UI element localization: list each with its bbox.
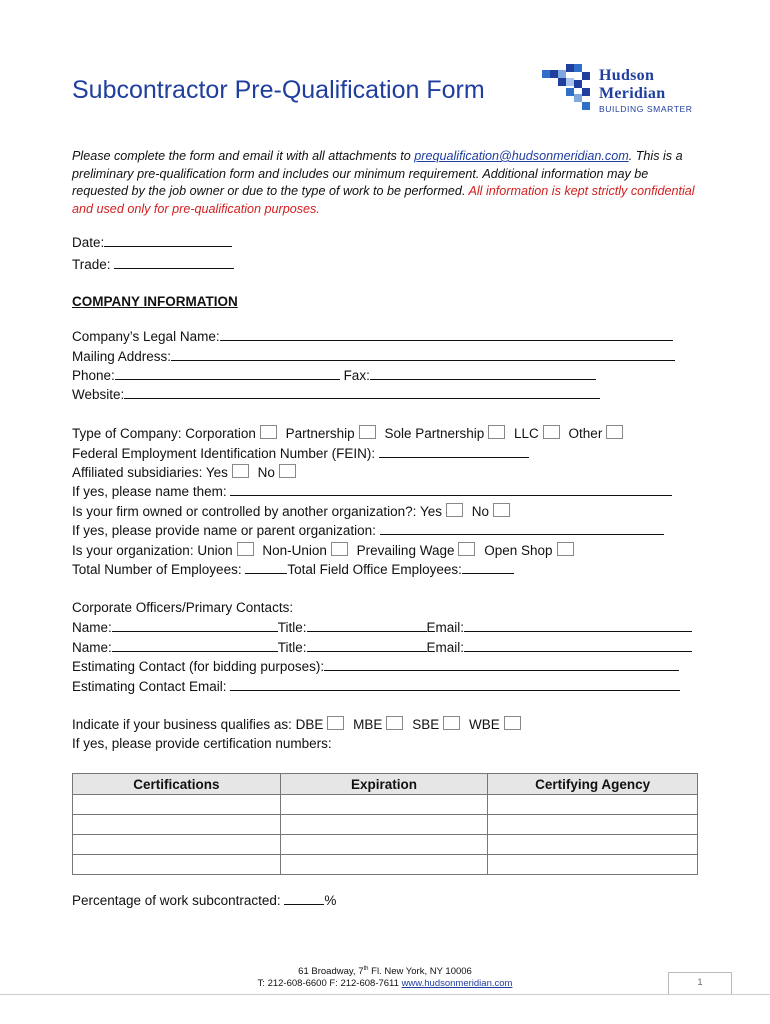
qualifies-row (72, 716, 526, 733)
affiliated-label: Affiliated subsidiaries: Yes (72, 465, 228, 480)
table-cell[interactable] (73, 855, 281, 875)
subsidiary-names-field[interactable] (230, 483, 672, 496)
fein-label: Federal Employment Identification Number (FEIN): (72, 446, 376, 461)
corporation-checkbox[interactable] (260, 425, 277, 439)
table-row (73, 815, 698, 835)
parent-org-row (72, 522, 664, 539)
open-shop-checkbox[interactable] (557, 542, 574, 556)
trade-field[interactable] (114, 256, 234, 269)
trade-row (72, 256, 234, 273)
officer-title-field[interactable] (307, 639, 427, 652)
estimating-email-row (72, 678, 680, 695)
officer-name-label: Name: (72, 640, 112, 655)
union-label: Is your organization: Union (72, 543, 233, 558)
intro-text-1: Please complete the form and email it with all attachments to (72, 149, 415, 163)
dbe-checkbox[interactable] (327, 716, 344, 730)
parent-org-label: If yes, please provide name or parent organization: (72, 523, 376, 538)
affiliated-row (72, 464, 301, 481)
table-cell[interactable] (488, 795, 698, 815)
fax-label: Fax: (343, 368, 370, 383)
footer-address-b: Fl. New York, NY 10006 (368, 966, 472, 978)
logo-tagline: BUILDING SMARTER (599, 104, 693, 114)
owned-row (72, 503, 515, 520)
table-cell[interactable] (73, 795, 281, 815)
fein-row (72, 445, 529, 462)
other-checkbox[interactable] (606, 425, 623, 439)
certifications-table (72, 773, 698, 875)
table-cell[interactable] (280, 795, 488, 815)
field-office-field[interactable] (462, 561, 514, 574)
field-office-label: Total Field Office Employees: (287, 562, 462, 577)
officer-name-field[interactable] (112, 639, 278, 652)
phone-field[interactable] (115, 367, 340, 380)
footer-phones: T: 212-608-6600 F: 212-608-7611 (257, 978, 402, 989)
intro-text-2: . This is a preliminary pre-qualification form and includes our minimum requirement. Additional information may be requested by the job owner or due to the type of work to be performed. (72, 149, 683, 198)
sbe-label: SBE (412, 717, 440, 732)
trade-label: Trade: (72, 257, 115, 272)
expiration-header: Expiration (280, 774, 488, 795)
non-union-checkbox[interactable] (331, 542, 348, 556)
footer-address (0, 966, 770, 977)
legal-name-field[interactable] (220, 328, 673, 341)
prevailing-wage-checkbox[interactable] (458, 542, 475, 556)
cert-note: If yes, please provide certification numbers: (72, 736, 332, 751)
estimating-email-field[interactable] (230, 678, 680, 691)
non-union-label: Non-Union (262, 543, 327, 558)
partnership-label: Partnership (285, 426, 355, 441)
sole-partnership-checkbox[interactable] (488, 425, 505, 439)
sbe-checkbox[interactable] (443, 716, 460, 730)
phone-label: Phone: (72, 368, 115, 383)
wbe-label: WBE (468, 717, 500, 732)
logo-squares-icon (540, 62, 596, 114)
parent-org-field[interactable] (380, 522, 664, 535)
owned-no-checkbox[interactable] (493, 503, 510, 517)
mailing-row (72, 348, 675, 365)
officer-email-label: Email: (426, 640, 465, 655)
logo-name-line1: Hudson (599, 67, 655, 84)
percentage-row (72, 892, 336, 909)
fein-field[interactable] (379, 445, 529, 458)
table-cell[interactable] (488, 835, 698, 855)
fax-field[interactable] (370, 367, 596, 380)
table-cell[interactable] (488, 855, 698, 875)
footer-website-link[interactable]: www.hudsonmeridian.com (401, 978, 513, 989)
officer-name-label: Name: (72, 620, 112, 635)
officer-title-label: Title: (277, 620, 307, 635)
mbe-checkbox[interactable] (386, 716, 403, 730)
confidential-note: All information is kept strictly confidential and used only for pre-qualification purposes. (72, 184, 695, 216)
certifications-header: Certifications (73, 774, 281, 795)
union-checkbox[interactable] (237, 542, 254, 556)
owned-no-label: No (471, 504, 489, 519)
table-header-row (73, 774, 698, 795)
percentage-label: Percentage of work subcontracted: (72, 893, 281, 908)
company-info-heading: COMPANY INFORMATION (72, 294, 238, 309)
open-shop-label: Open Shop (484, 543, 553, 558)
prevailing-wage-label: Prevailing Wage (356, 543, 455, 558)
table-cell[interactable] (73, 815, 281, 835)
officer-email-field[interactable] (464, 619, 692, 632)
mailing-label: Mailing Address: (72, 349, 172, 364)
officer-title-label: Title: (277, 640, 307, 655)
percentage-unit: % (324, 893, 337, 908)
officer-row (72, 619, 692, 636)
date-field[interactable] (104, 234, 232, 247)
page-title: Subcontractor Pre-Qualification Form (72, 76, 485, 104)
company-type-row (72, 425, 628, 442)
owned-yes-checkbox[interactable] (446, 503, 463, 517)
affiliated-no-label: No (257, 465, 275, 480)
affiliated-yes-checkbox[interactable] (232, 464, 249, 478)
llc-label: LLC (514, 426, 539, 441)
footer-divider (0, 994, 770, 995)
mailing-field[interactable] (171, 348, 675, 361)
certifying-agency-header: Certifying Agency (488, 774, 698, 795)
footer-address-a: 61 Broadway, 7 (298, 966, 364, 978)
estimating-email-label: Estimating Contact Email: (72, 679, 227, 694)
officers-heading: Corporate Officers/Primary Contacts: (72, 600, 294, 615)
estimating-contact-label: Estimating Contact (for bidding purposes): (72, 659, 325, 674)
total-employees-label: Total Number of Employees: (72, 562, 242, 577)
legal-name-label: Company’s Legal Name: (72, 329, 220, 344)
officer-email-field[interactable] (464, 639, 692, 652)
subsidiary-names-row (72, 483, 672, 500)
partnership-checkbox[interactable] (359, 425, 376, 439)
table-row (73, 795, 698, 815)
wbe-checkbox[interactable] (504, 716, 521, 730)
table-cell[interactable] (73, 835, 281, 855)
table-cell[interactable] (280, 835, 488, 855)
subsidiary-names-label: If yes, please name them: (72, 484, 227, 499)
legal-name-row (72, 328, 673, 345)
date-label: Date: (72, 235, 105, 250)
llc-checkbox[interactable] (543, 425, 560, 439)
dbe-label: Indicate if your business qualifies as: DBE (72, 717, 324, 732)
table-row (73, 855, 698, 875)
officer-title-field[interactable] (307, 619, 427, 632)
intro-paragraph (72, 148, 697, 218)
company-logo (540, 62, 596, 114)
table-row (73, 835, 698, 855)
officer-name-field[interactable] (112, 619, 278, 632)
website-field[interactable] (124, 386, 600, 399)
company-type-label: Type of Company: Corporation (72, 426, 256, 441)
table-cell[interactable] (280, 855, 488, 875)
estimating-contact-row (72, 658, 679, 675)
affiliated-no-checkbox[interactable] (279, 464, 296, 478)
owned-label: Is your firm owned or controlled by another organization?: Yes (72, 504, 442, 519)
organization-type-row (72, 542, 579, 559)
website-row (72, 386, 600, 403)
sole-partnership-label: Sole Partnership (384, 426, 485, 441)
date-row (72, 234, 232, 251)
employees-row (72, 561, 514, 578)
page-number: 1 (668, 972, 732, 995)
total-employees-field[interactable] (245, 561, 287, 574)
table-cell[interactable] (280, 815, 488, 835)
email-link[interactable]: prequalification@hudsonmeridian.com (414, 149, 629, 163)
phone-fax-row (72, 367, 596, 384)
officer-row (72, 639, 692, 656)
other-label: Other (568, 426, 603, 441)
footer-contact (0, 978, 770, 989)
logo-name-line2: Meridian (599, 85, 666, 102)
percentage-field[interactable] (284, 892, 324, 905)
website-label: Website: (72, 387, 125, 402)
mbe-label: MBE (353, 717, 383, 732)
estimating-contact-field[interactable] (324, 658, 679, 671)
table-cell[interactable] (488, 815, 698, 835)
officer-email-label: Email: (426, 620, 465, 635)
footer-address-sup: th (363, 966, 369, 972)
